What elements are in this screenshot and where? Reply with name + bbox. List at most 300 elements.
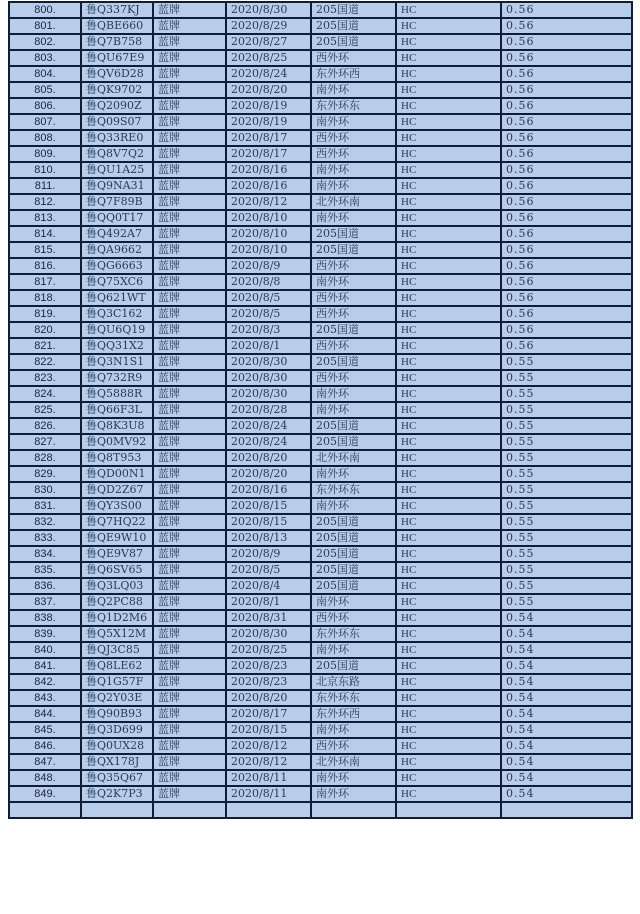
- plate-type-cell: 蓝牌: [153, 114, 226, 130]
- value-cell: 0.55: [501, 402, 632, 418]
- pollutant-cell: HC: [396, 482, 501, 498]
- table-row: [9, 258, 632, 274]
- road-cell: 北外环南: [311, 194, 396, 210]
- row-number-cell: 810.: [9, 162, 81, 178]
- road-cell: 南外环: [311, 386, 396, 402]
- table-row: [9, 514, 632, 530]
- row-number-cell: 841.: [9, 658, 81, 674]
- plate-type-cell: 蓝牌: [153, 146, 226, 162]
- plate-type-cell: 蓝牌: [153, 210, 226, 226]
- table-body: [9, 2, 632, 818]
- row-number-cell: 843.: [9, 690, 81, 706]
- plate-type-cell: 蓝牌: [153, 786, 226, 802]
- value-cell: 0.55: [501, 498, 632, 514]
- plate-type-cell: 蓝牌: [153, 482, 226, 498]
- date-cell: 2020/8/19: [226, 114, 311, 130]
- plate-type-cell: 蓝牌: [153, 386, 226, 402]
- value-cell: 0.54: [501, 722, 632, 738]
- value-cell: 0.56: [501, 242, 632, 258]
- plate-type-cell: 蓝牌: [153, 34, 226, 50]
- date-cell: 2020/8/16: [226, 482, 311, 498]
- value-cell: 0.55: [501, 578, 632, 594]
- plate-number-cell: 鲁Q2090Z: [81, 98, 153, 114]
- date-cell: 2020/8/20: [226, 690, 311, 706]
- value-cell: 0.55: [501, 450, 632, 466]
- date-cell: 2020/8/9: [226, 258, 311, 274]
- date-cell: 2020/8/25: [226, 642, 311, 658]
- pollutant-cell: HC: [396, 722, 501, 738]
- date-cell: 2020/8/12: [226, 194, 311, 210]
- table-row: [9, 242, 632, 258]
- road-cell: 南外环: [311, 274, 396, 290]
- plate-type-cell: 蓝牌: [153, 450, 226, 466]
- plate-number-cell: 鲁QBE660: [81, 18, 153, 34]
- row-number-cell: 848.: [9, 770, 81, 786]
- plate-type-cell: 蓝牌: [153, 738, 226, 754]
- road-cell: 北外环南: [311, 754, 396, 770]
- plate-number-cell: 鲁Q8LE62: [81, 658, 153, 674]
- table-row: [9, 530, 632, 546]
- pollutant-cell: HC: [396, 18, 501, 34]
- date-cell: 2020/8/24: [226, 66, 311, 82]
- road-cell: 205国道: [311, 226, 396, 242]
- date-cell: 2020/8/25: [226, 50, 311, 66]
- road-cell: 东外环东: [311, 690, 396, 706]
- table-row: [9, 2, 632, 18]
- plate-type-cell: 蓝牌: [153, 418, 226, 434]
- value-cell: 0.54: [501, 690, 632, 706]
- date-cell: 2020/8/19: [226, 98, 311, 114]
- plate-number-cell: 鲁Q621WT: [81, 290, 153, 306]
- road-cell: 西外环: [311, 338, 396, 354]
- plate-type-cell: 蓝牌: [153, 722, 226, 738]
- value-cell: 0.56: [501, 146, 632, 162]
- pollutant-cell: HC: [396, 338, 501, 354]
- plate-type-cell: 蓝牌: [153, 98, 226, 114]
- row-number-cell: 800.: [9, 2, 81, 18]
- plate-number-cell: 鲁QK9702: [81, 82, 153, 98]
- road-cell: 205国道: [311, 322, 396, 338]
- plate-number-cell: 鲁Q8T953: [81, 450, 153, 466]
- road-cell: 205国道: [311, 658, 396, 674]
- table-row: [9, 434, 632, 450]
- road-cell: 205国道: [311, 34, 396, 50]
- plate-number-cell: 鲁QA9662: [81, 242, 153, 258]
- plate-type-cell: 蓝牌: [153, 690, 226, 706]
- value-cell: 0.54: [501, 770, 632, 786]
- pollutant-cell: HC: [396, 50, 501, 66]
- date-cell: 2020/8/3: [226, 322, 311, 338]
- road-cell: 205国道: [311, 418, 396, 434]
- row-number-cell: 812.: [9, 194, 81, 210]
- plate-type-cell: 蓝牌: [153, 306, 226, 322]
- value-cell: 0.54: [501, 706, 632, 722]
- plate-number-cell: 鲁Q09S07: [81, 114, 153, 130]
- row-number-cell: 806.: [9, 98, 81, 114]
- pollutant-cell: HC: [396, 354, 501, 370]
- value-cell: 0.55: [501, 466, 632, 482]
- row-number-cell: 842.: [9, 674, 81, 690]
- plate-type-cell: 蓝牌: [153, 370, 226, 386]
- plate-number-cell: 鲁Q492A7: [81, 226, 153, 242]
- road-cell: 西外环: [311, 290, 396, 306]
- road-cell: 南外环: [311, 770, 396, 786]
- road-cell: 东外环东: [311, 482, 396, 498]
- value-cell: 0.54: [501, 754, 632, 770]
- pollutant-cell: HC: [396, 642, 501, 658]
- table-row: [9, 322, 632, 338]
- road-cell: 南外环: [311, 466, 396, 482]
- row-number-cell: 825.: [9, 402, 81, 418]
- plate-number-cell: 鲁Q33RE0: [81, 130, 153, 146]
- plate-number-cell: 鲁QX178J: [81, 754, 153, 770]
- plate-type-cell: 蓝牌: [153, 322, 226, 338]
- table-row: [9, 546, 632, 562]
- row-number-cell: 828.: [9, 450, 81, 466]
- plate-type-cell: 蓝牌: [153, 434, 226, 450]
- pollutant-cell: HC: [396, 770, 501, 786]
- date-cell: 2020/8/16: [226, 178, 311, 194]
- table-row: [9, 658, 632, 674]
- row-number-cell: 840.: [9, 642, 81, 658]
- value-cell: 0.56: [501, 290, 632, 306]
- value-cell: 0.55: [501, 530, 632, 546]
- road-cell: 西外环: [311, 50, 396, 66]
- date-cell: 2020/8/5: [226, 290, 311, 306]
- vehicle-emission-table: [8, 1, 633, 819]
- row-number-cell: 801.: [9, 18, 81, 34]
- road-cell: 西外环: [311, 258, 396, 274]
- plate-number-cell: 鲁QU6Q19: [81, 322, 153, 338]
- row-number-cell: 817.: [9, 274, 81, 290]
- row-number-cell: 821.: [9, 338, 81, 354]
- table-row: [9, 274, 632, 290]
- row-number-cell: 839.: [9, 626, 81, 642]
- plate-number-cell: 鲁Q732R9: [81, 370, 153, 386]
- value-cell: 0.56: [501, 98, 632, 114]
- plate-number-cell: 鲁Q3N1S1: [81, 354, 153, 370]
- pollutant-cell: HC: [396, 194, 501, 210]
- pollutant-cell: HC: [396, 290, 501, 306]
- pollutant-cell: HC: [396, 34, 501, 50]
- value-cell: 0.56: [501, 130, 632, 146]
- pollutant-cell: HC: [396, 210, 501, 226]
- pollutant-cell: HC: [396, 674, 501, 690]
- date-cell: 2020/8/17: [226, 130, 311, 146]
- date-cell: 2020/8/1: [226, 338, 311, 354]
- table-row: [9, 34, 632, 50]
- plate-type-cell: 蓝牌: [153, 514, 226, 530]
- date-cell: 2020/8/27: [226, 34, 311, 50]
- plate-number-cell: 鲁Q337KJ: [81, 2, 153, 18]
- plate-number-cell: 鲁QE9W10: [81, 530, 153, 546]
- row-number-cell: 822.: [9, 354, 81, 370]
- road-cell: 北京东路: [311, 674, 396, 690]
- date-cell: [226, 802, 311, 818]
- plate-type-cell: 蓝牌: [153, 578, 226, 594]
- value-cell: 0.56: [501, 194, 632, 210]
- date-cell: 2020/8/30: [226, 626, 311, 642]
- road-cell: 南外环: [311, 82, 396, 98]
- road-cell: [311, 802, 396, 818]
- row-number-cell: 837.: [9, 594, 81, 610]
- pollutant-cell: [396, 802, 501, 818]
- row-number-cell: 816.: [9, 258, 81, 274]
- plate-type-cell: 蓝牌: [153, 82, 226, 98]
- date-cell: 2020/8/30: [226, 370, 311, 386]
- table-row: [9, 98, 632, 114]
- row-number-cell: 802.: [9, 34, 81, 50]
- plate-type-cell: 蓝牌: [153, 130, 226, 146]
- plate-number-cell: 鲁QG6663: [81, 258, 153, 274]
- plate-type-cell: 蓝牌: [153, 562, 226, 578]
- plate-type-cell: 蓝牌: [153, 354, 226, 370]
- pollutant-cell: HC: [396, 546, 501, 562]
- pollutant-cell: HC: [396, 594, 501, 610]
- date-cell: 2020/8/17: [226, 146, 311, 162]
- table-row: [9, 178, 632, 194]
- table-row: [9, 450, 632, 466]
- date-cell: 2020/8/11: [226, 770, 311, 786]
- row-number-cell: 824.: [9, 386, 81, 402]
- value-cell: 0.54: [501, 738, 632, 754]
- plate-number-cell: 鲁Q0UX28: [81, 738, 153, 754]
- plate-number-cell: 鲁Q66F3L: [81, 402, 153, 418]
- value-cell: 0.56: [501, 322, 632, 338]
- road-cell: 205国道: [311, 530, 396, 546]
- value-cell: 0.54: [501, 626, 632, 642]
- table-row: [9, 338, 632, 354]
- road-cell: 西外环: [311, 130, 396, 146]
- row-number-cell: 830.: [9, 482, 81, 498]
- plate-type-cell: 蓝牌: [153, 642, 226, 658]
- value-cell: 0.56: [501, 18, 632, 34]
- date-cell: 2020/8/16: [226, 162, 311, 178]
- pollutant-cell: HC: [396, 114, 501, 130]
- date-cell: 2020/8/20: [226, 466, 311, 482]
- table-row: [9, 18, 632, 34]
- plate-type-cell: 蓝牌: [153, 226, 226, 242]
- value-cell: 0.55: [501, 418, 632, 434]
- pollutant-cell: HC: [396, 434, 501, 450]
- plate-type-cell: 蓝牌: [153, 50, 226, 66]
- row-number-cell: 846.: [9, 738, 81, 754]
- pollutant-cell: HC: [396, 610, 501, 626]
- table-row: [9, 354, 632, 370]
- road-cell: 南外环: [311, 178, 396, 194]
- date-cell: 2020/8/30: [226, 386, 311, 402]
- plate-number-cell: 鲁QU67E9: [81, 50, 153, 66]
- plate-number-cell: 鲁Q75XC6: [81, 274, 153, 290]
- plate-number-cell: 鲁Q7B758: [81, 34, 153, 50]
- pollutant-cell: HC: [396, 242, 501, 258]
- plate-number-cell: 鲁QV6D28: [81, 66, 153, 82]
- value-cell: 0.55: [501, 546, 632, 562]
- value-cell: 0.56: [501, 306, 632, 322]
- road-cell: 北外环南: [311, 450, 396, 466]
- road-cell: 西外环: [311, 306, 396, 322]
- row-number-cell: 826.: [9, 418, 81, 434]
- row-number-cell: 804.: [9, 66, 81, 82]
- pollutant-cell: HC: [396, 626, 501, 642]
- table-row: [9, 466, 632, 482]
- table-row: [9, 50, 632, 66]
- plate-type-cell: 蓝牌: [153, 498, 226, 514]
- plate-type-cell: 蓝牌: [153, 2, 226, 18]
- value-cell: 0.55: [501, 514, 632, 530]
- date-cell: 2020/8/12: [226, 738, 311, 754]
- road-cell: 南外环: [311, 594, 396, 610]
- plate-type-cell: 蓝牌: [153, 338, 226, 354]
- value-cell: 0.56: [501, 258, 632, 274]
- road-cell: 西外环: [311, 738, 396, 754]
- value-cell: 0.56: [501, 162, 632, 178]
- date-cell: 2020/8/23: [226, 658, 311, 674]
- table-row: [9, 114, 632, 130]
- plate-number-cell: 鲁Q9NA31: [81, 178, 153, 194]
- plate-number-cell: 鲁Q3C162: [81, 306, 153, 322]
- row-number-cell: 808.: [9, 130, 81, 146]
- value-cell: 0.56: [501, 2, 632, 18]
- table-row: [9, 498, 632, 514]
- plate-type-cell: 蓝牌: [153, 754, 226, 770]
- value-cell: 0.56: [501, 226, 632, 242]
- row-number-cell: 819.: [9, 306, 81, 322]
- pollutant-cell: HC: [396, 498, 501, 514]
- date-cell: 2020/8/15: [226, 514, 311, 530]
- table-row: [9, 722, 632, 738]
- pollutant-cell: HC: [396, 658, 501, 674]
- table-row: [9, 754, 632, 770]
- plate-number-cell: 鲁QD00N1: [81, 466, 153, 482]
- date-cell: 2020/8/13: [226, 530, 311, 546]
- pollutant-cell: HC: [396, 98, 501, 114]
- plate-type-cell: 蓝牌: [153, 706, 226, 722]
- pollutant-cell: HC: [396, 370, 501, 386]
- plate-number-cell: 鲁QU1A25: [81, 162, 153, 178]
- date-cell: 2020/8/15: [226, 498, 311, 514]
- value-cell: 0.55: [501, 434, 632, 450]
- pollutant-cell: HC: [396, 450, 501, 466]
- value-cell: 0.55: [501, 370, 632, 386]
- plate-number-cell: [81, 802, 153, 818]
- road-cell: 南外环: [311, 498, 396, 514]
- pollutant-cell: HC: [396, 514, 501, 530]
- row-number-cell: 829.: [9, 466, 81, 482]
- plate-number-cell: 鲁Q7F89B: [81, 194, 153, 210]
- row-number-cell: 835.: [9, 562, 81, 578]
- plate-number-cell: 鲁QE9V87: [81, 546, 153, 562]
- table-row: [9, 690, 632, 706]
- row-number-cell: 823.: [9, 370, 81, 386]
- pollutant-cell: HC: [396, 306, 501, 322]
- table-row: [9, 130, 632, 146]
- road-cell: 205国道: [311, 434, 396, 450]
- date-cell: 2020/8/30: [226, 354, 311, 370]
- plate-type-cell: 蓝牌: [153, 674, 226, 690]
- row-number-cell: 836.: [9, 578, 81, 594]
- plate-number-cell: 鲁Q3D699: [81, 722, 153, 738]
- plate-number-cell: 鲁Q8K3U8: [81, 418, 153, 434]
- plate-number-cell: 鲁Q6SV65: [81, 562, 153, 578]
- road-cell: 205国道: [311, 2, 396, 18]
- value-cell: 0.56: [501, 210, 632, 226]
- road-cell: 205国道: [311, 562, 396, 578]
- date-cell: 2020/8/10: [226, 242, 311, 258]
- road-cell: 南外环: [311, 162, 396, 178]
- road-cell: 南外环: [311, 786, 396, 802]
- plate-type-cell: 蓝牌: [153, 770, 226, 786]
- value-cell: 0.56: [501, 114, 632, 130]
- value-cell: 0.54: [501, 658, 632, 674]
- plate-number-cell: 鲁QY3S00: [81, 498, 153, 514]
- plate-type-cell: 蓝牌: [153, 258, 226, 274]
- road-cell: 西外环: [311, 146, 396, 162]
- value-cell: 0.56: [501, 50, 632, 66]
- date-cell: 2020/8/8: [226, 274, 311, 290]
- road-cell: 南外环: [311, 642, 396, 658]
- date-cell: 2020/8/23: [226, 674, 311, 690]
- table-row: [9, 66, 632, 82]
- plate-number-cell: 鲁QJ3C85: [81, 642, 153, 658]
- value-cell: 0.54: [501, 610, 632, 626]
- row-number-cell: 845.: [9, 722, 81, 738]
- table-row: [9, 402, 632, 418]
- row-number-cell: 803.: [9, 50, 81, 66]
- value-cell: 0.54: [501, 674, 632, 690]
- pollutant-cell: HC: [396, 66, 501, 82]
- plate-type-cell: 蓝牌: [153, 610, 226, 626]
- plate-type-cell: 蓝牌: [153, 18, 226, 34]
- table-row: [9, 82, 632, 98]
- table-row: [9, 386, 632, 402]
- table-row: [9, 418, 632, 434]
- date-cell: 2020/8/30: [226, 2, 311, 18]
- table-row: [9, 290, 632, 306]
- road-cell: 东外环西: [311, 66, 396, 82]
- pollutant-cell: HC: [396, 146, 501, 162]
- date-cell: 2020/8/12: [226, 754, 311, 770]
- pollutant-cell: HC: [396, 130, 501, 146]
- road-cell: 南外环: [311, 722, 396, 738]
- plate-number-cell: 鲁Q2PC88: [81, 594, 153, 610]
- plate-type-cell: 蓝牌: [153, 658, 226, 674]
- plate-type-cell: 蓝牌: [153, 162, 226, 178]
- plate-number-cell: 鲁Q5888R: [81, 386, 153, 402]
- plate-number-cell: 鲁Q2Y03E: [81, 690, 153, 706]
- road-cell: 东外环东: [311, 98, 396, 114]
- road-cell: 205国道: [311, 354, 396, 370]
- road-cell: 东外环西: [311, 706, 396, 722]
- pollutant-cell: HC: [396, 466, 501, 482]
- table-row: [9, 226, 632, 242]
- value-cell: 0.56: [501, 338, 632, 354]
- table-row: [9, 610, 632, 626]
- pollutant-cell: HC: [396, 578, 501, 594]
- table-row: [9, 674, 632, 690]
- row-number-cell: [9, 802, 81, 818]
- table-row: [9, 626, 632, 642]
- plate-number-cell: 鲁Q3LQ03: [81, 578, 153, 594]
- road-cell: 东外环东: [311, 626, 396, 642]
- road-cell: 205国道: [311, 242, 396, 258]
- pollutant-cell: HC: [396, 690, 501, 706]
- table-row: [9, 210, 632, 226]
- date-cell: 2020/8/24: [226, 434, 311, 450]
- plate-number-cell: 鲁QD2Z67: [81, 482, 153, 498]
- row-number-cell: 805.: [9, 82, 81, 98]
- plate-type-cell: 蓝牌: [153, 66, 226, 82]
